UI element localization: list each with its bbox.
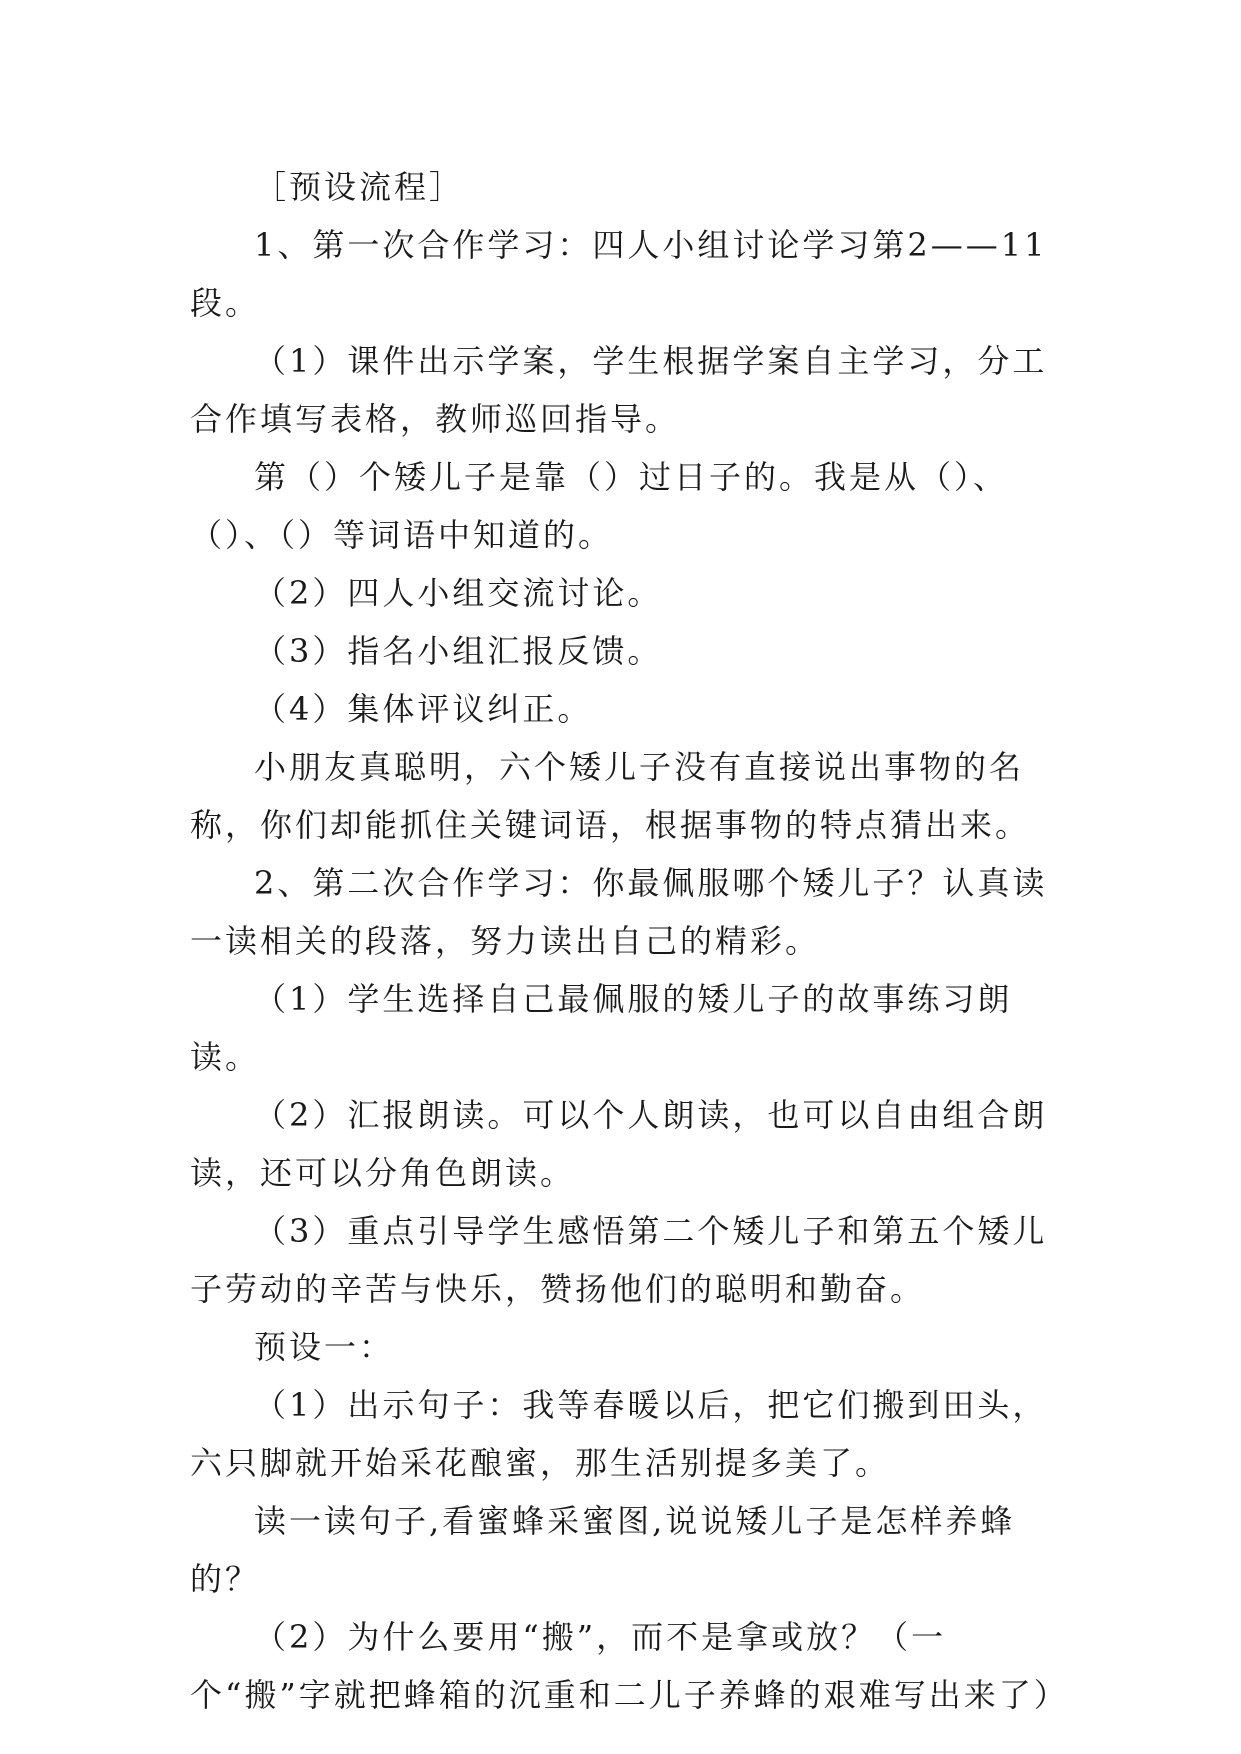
paragraph: （2）四人小组交流讨论。 <box>254 574 663 612</box>
paragraph: （4）集体评议纠正。 <box>254 690 593 728</box>
paragraph: 小朋友真聪明，六个矮儿子没有直接说出事物的名称，你们却能抓住关键词语，根据事物的特点猜出来。 <box>190 748 1031 844</box>
paragraph: （1）课件出示学案，学生根据学案自主学习，分工合作填写表格，教师巡回指导。 <box>190 342 1048 438</box>
paragraph: 第（）个矮儿子是靠（）过日子的。我是从（）、（）、（）等词语中知道的。 <box>190 458 1009 554</box>
paragraph: （1）出示句子：我等春暖以后，把它们搬到田头，六只脚就开始采花酿蜜，那生活别提多美了。 <box>190 1386 1048 1482</box>
document-body <box>190 158 1070 1724</box>
paragraph: 预设一： <box>254 1328 395 1366</box>
section-heading: ［预设流程］ <box>254 168 465 206</box>
paragraph: 读一读句子,看蜜蜂采蜜图,说说矮儿子是怎样养蜂的？ <box>190 1502 1016 1598</box>
paragraph: （3）指名小组汇报反馈。 <box>254 632 663 670</box>
paragraph: （2）汇报朗读。可以个人朗读，也可以自由组合朗读，还可以分角色朗读。 <box>190 1096 1048 1192</box>
paragraph: （1）学生选择自己最佩服的矮儿子的故事练习朗读。 <box>190 980 1013 1076</box>
paragraph: 1、第一次合作学习：四人小组讨论学习第2——11段。 <box>190 226 1048 322</box>
paragraph: （3）重点引导学生感悟第二个矮儿子和第五个矮儿子劳动的辛苦与快乐，赞扬他们的聪明和勤奋。 <box>190 1212 1048 1308</box>
paragraph: （2）为什么要用“搬”，而不是拿或放？（一个“搬”字就把蜂箱的沉重和二儿子养蜂的艰难写出来了） <box>190 1618 1069 1714</box>
paragraph: 2、第二次合作学习：你最佩服哪个矮儿子？认真读一读相关的段落，努力读出自己的精彩。 <box>190 864 1048 960</box>
